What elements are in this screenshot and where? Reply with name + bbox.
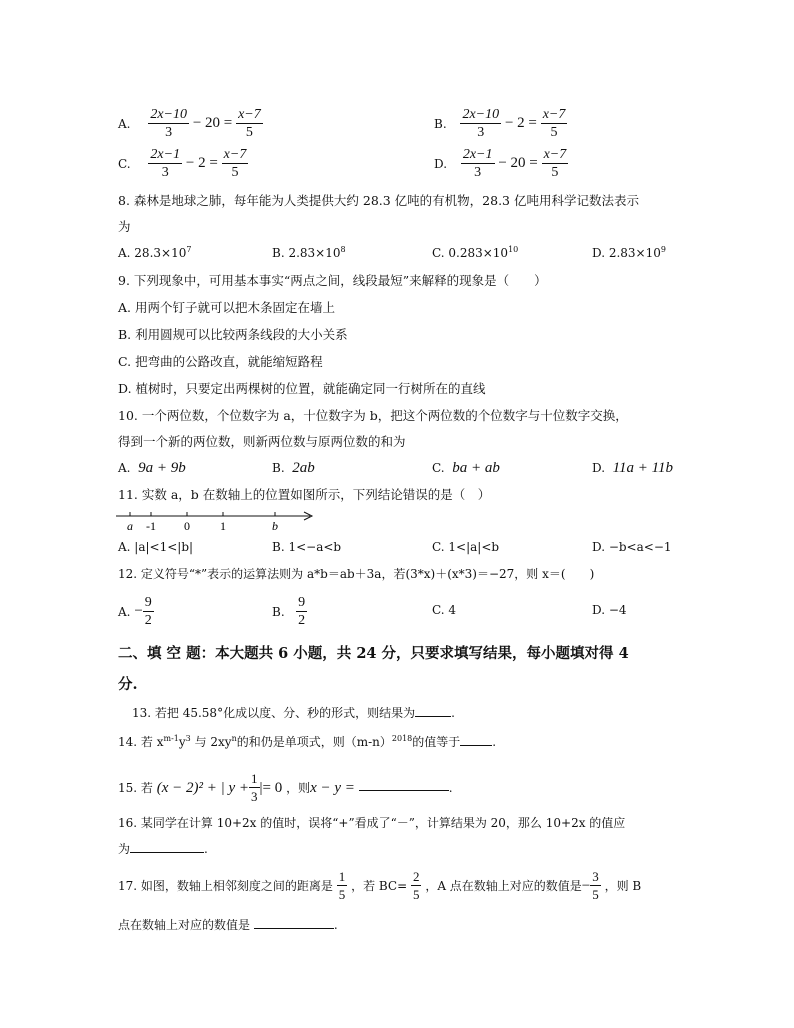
q10-option-b: B. 2ab (272, 460, 315, 476)
q16-line1: 16. 某同学在计算 10+2x 的值时，误将“+”看成了“－”，计算结果为 20，那么 10+2x 的值应 (118, 816, 626, 830)
q10-option-a: A. 9a + 9b (118, 460, 186, 476)
q9-option-d: D. 植树时，只要定出两棵树的位置，就能确定同一行树所在的直线 (118, 381, 486, 396)
q8-stem-line2: 为 (118, 219, 131, 234)
q8-stem-line1: 8. 森林是地球之肺，每年能为人类提供大约 28.3 亿吨的有机物，28.3 亿吨用科学记数法表示 (118, 193, 639, 208)
q16-line2: 为 . (118, 842, 208, 856)
section-2-heading-line1: 二、填 空 题：本大题共 6 小题，共 24 分，只要求填写结果，每小题填对得 4 (118, 645, 629, 662)
q11-option-b: B. 1<−a<b (272, 540, 342, 554)
q12-option-c: C. 4 (432, 603, 457, 617)
q11-stem: 11. 实数 a，b 在数轴上的位置如图所示，下列结论错误的是（ ） (118, 487, 491, 502)
q10-stem-line1: 10. 一个两位数，个位数字为 a，十位数字为 b，把这个两位数的个位数字与十位数字交换， (118, 408, 628, 423)
number-line-figure (114, 508, 320, 534)
q17-answer-blank[interactable] (254, 928, 334, 929)
label-neg1: -1 (146, 519, 156, 533)
q10-stem-line2: 得到一个新的两位数，则新两位数与原两位数的和为 (118, 434, 406, 449)
q7-option-a: A. $\frac{2x-10}{3}$ − 20 = $\frac{x-7}{5}$ (118, 107, 261, 140)
q17-line2: 点在数轴上对应的数值是 . (118, 918, 338, 932)
q9-option-a: A. 用两个钉子就可以把木条固定在墙上 (118, 300, 335, 315)
q8-option-d: D. $2.83\times 10^9$ (592, 245, 666, 260)
q11-option-a: A. |a|<1<|b| (118, 540, 194, 554)
q15: 15. 若 (x − 2)² + | y + $\frac{1}{3}$ |= 0 ，则x − y = . (118, 771, 453, 804)
q17-line1: 17. 如图，数轴上相邻刻度之间的距离是 $\frac{1}{5}$ ，若 BC= $\frac{2}{5}$ ，A 点在数轴上对应的数值是− $\frac{3}{5}$ ，则 B (118, 869, 642, 902)
q7-option-c: C. $\frac{2x-1}{3}$ − 2 = $\frac{x-7}{5}$ (118, 147, 247, 180)
q7-option-d: D. $\frac{2x-1}{3}$ − 20 = $\frac{x-7}{5}$ (434, 147, 567, 180)
q11-option-c: C. 1<|a|<b (432, 540, 500, 554)
q13-answer-blank[interactable] (415, 716, 451, 717)
q10-option-d: D. 11a + 11b (592, 460, 674, 476)
q12-option-a: A. − $\frac{9}{2}$ (118, 595, 152, 628)
label-a: a (127, 519, 133, 533)
q9-option-c: C. 把弯曲的公路改直，就能缩短路程 (118, 354, 323, 369)
q12-option-d: D. −4 (592, 603, 627, 617)
q16-answer-blank[interactable] (130, 852, 204, 853)
q8-option-b: B. $2.83\times 10^8$ (272, 245, 346, 260)
q12-option-b: B. $\frac{9}{2}$ (272, 595, 306, 628)
q9-option-b: B. 利用圆规可以比较两条线段的大小关系 (118, 327, 348, 342)
label-0: 0 (184, 519, 190, 533)
q11-option-d: D. −b<a<−1 (592, 540, 672, 554)
q12-stem: 12. 定义符号“*”表示的运算法则为 a*b＝ab＋3a，若(3*x)＋(x*3)＝−27，则 x＝( ) (118, 567, 595, 581)
q10-option-c: C. ba + ab (432, 460, 500, 476)
q14: 14. 若 $x^{m-1}y^3$ 与 $2xy^n$的和仍是单项式，则$(m-n)^{2018}$的值等于 . (118, 734, 497, 749)
q7-option-b: B. $\frac{2x-10}{3}$ − 2 = $\frac{x-7}{5}$ (434, 107, 566, 140)
q15-answer-blank[interactable] (359, 790, 449, 791)
label-b: b (272, 519, 278, 533)
q14-answer-blank[interactable] (460, 745, 492, 746)
label-1: 1 (220, 519, 226, 533)
section-2-heading-line2: 分. (118, 676, 138, 693)
q13: 13. 若把 45.58°化成以度、分、秒的形式，则结果为 . (132, 706, 455, 720)
q8-option-c: C. $0.283\times 10^{10}$ (432, 245, 519, 260)
q8-option-a: A. $28.3\times 10^7$ (118, 245, 192, 260)
q9-stem: 9. 下列现象中，可用基本事实“两点之间，线段最短”来解释的现象是（ ） (118, 273, 547, 288)
